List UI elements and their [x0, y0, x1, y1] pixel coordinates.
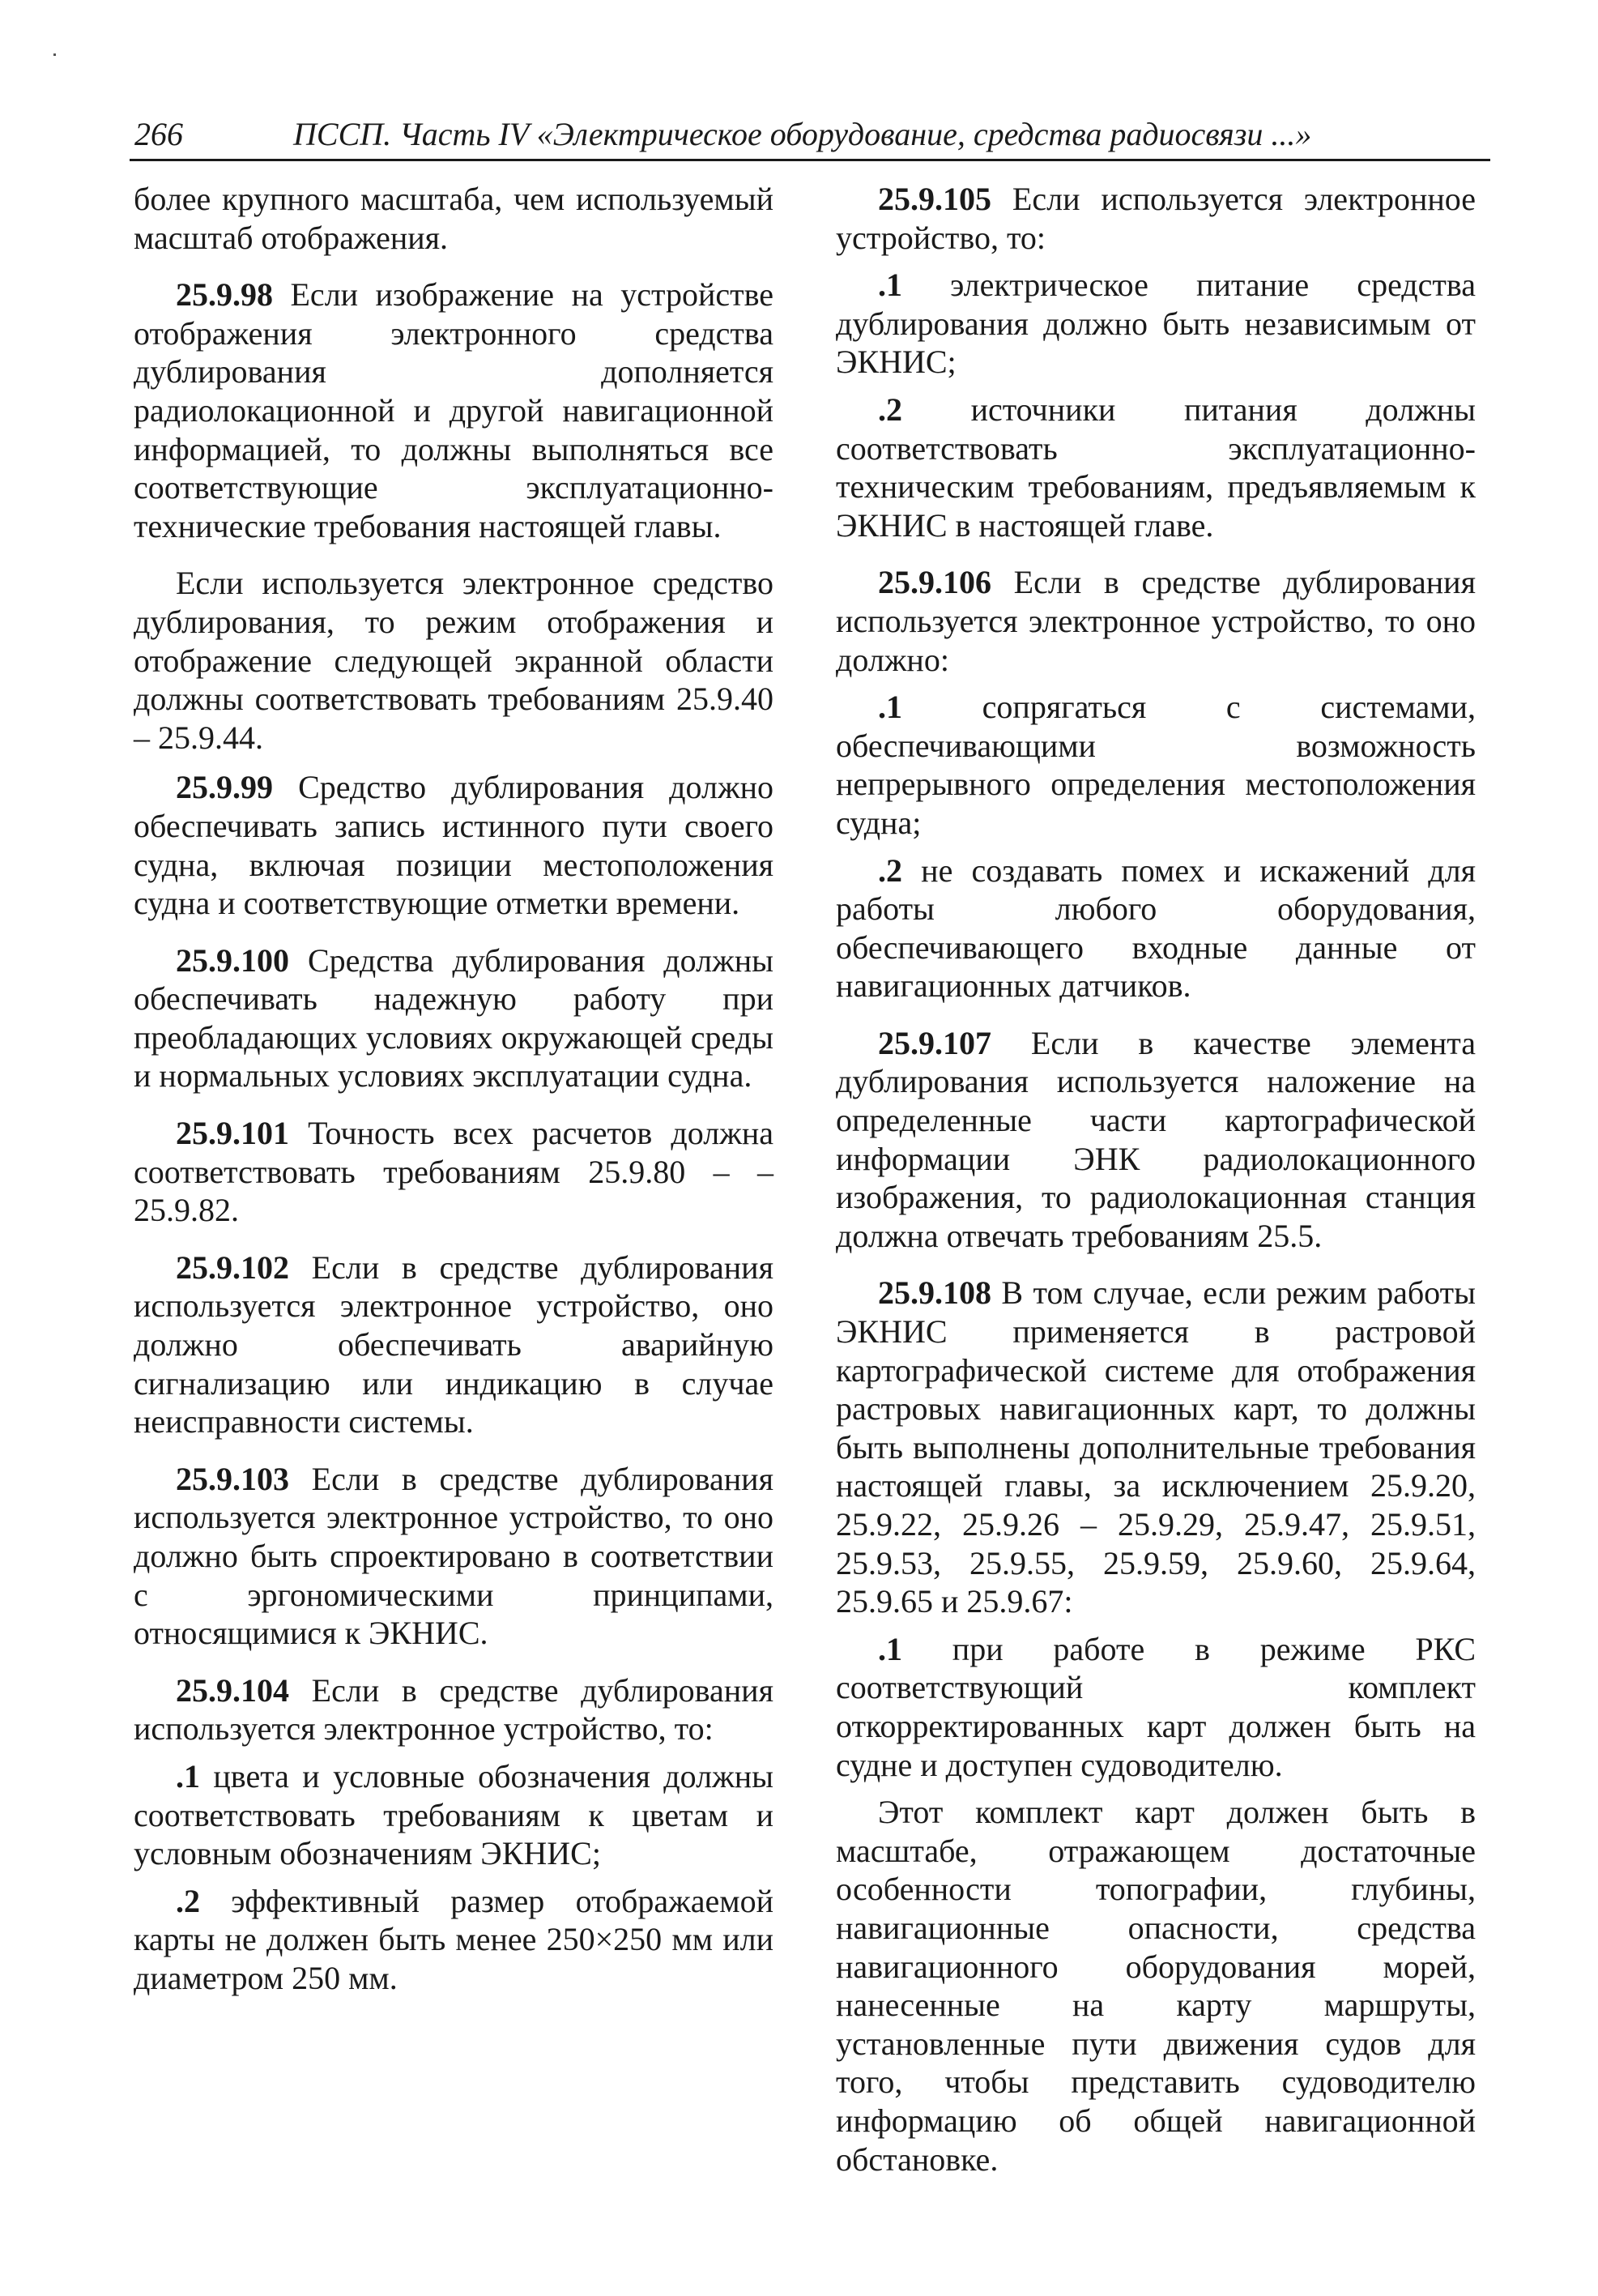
- paragraph-electronic-backup: [134, 564, 773, 757]
- clause-text: Точность всех расчетов должна соответствовать требованиям 25.9.80 – – 25.9.82.: [134, 1115, 773, 1229]
- clause-25-9-98: [134, 275, 773, 545]
- clause-text: Средства дублирования должны обеспечивать надежную работу при преобладающих условиях окружающей среды и нормальных условиях эксплуатации судна.: [134, 941, 773, 1095]
- subclause-1: [836, 1630, 1476, 1784]
- clause-number: 25.9.101: [176, 1115, 289, 1152]
- clause-25-9-102: [134, 1248, 773, 1441]
- clause-text: Если используется электронное устройство, то:: [836, 181, 1476, 256]
- subclause-number: .1: [878, 689, 902, 726]
- clause-25-9-103: [134, 1460, 773, 1653]
- subclause-2: [134, 1882, 773, 1998]
- scan-speck: [53, 53, 56, 56]
- clause-25-9-107: [836, 1024, 1476, 1256]
- subclause-number: .2: [878, 390, 902, 428]
- clause-text: Если в средстве дублирования используется электронное устройство, то:: [134, 1671, 773, 1748]
- subclause-text: цвета и условные обозначения должны соответствовать требованиям к цветам и условным обозначениям ЭКНИС;: [134, 1757, 773, 1872]
- clause-text: Если в качестве элемента дублирования используется наложение на определенные части картографической информации ЭНК радиолокационного изображения, то радиолокационная станция должна отвечать требованиям 25.5.: [836, 1024, 1476, 1254]
- clause-25-9-105: [836, 180, 1476, 257]
- subclause-text: электрическое питание средства дублирования должно быть независимым от ЭКНИС;: [836, 267, 1476, 381]
- clause-25-9-100: [134, 941, 773, 1095]
- clause-text: Если изображение на устройстве отображения электронного средства дублирования дополняется радиолокационной и другой навигационной информацией, то должны выполняться все соответствующие эксплуатационно-технические требования настоящей главы.: [134, 276, 773, 544]
- subclause-number: .2: [176, 1882, 200, 1919]
- subclause-1: [134, 1757, 773, 1873]
- clause-number: 25.9.106: [878, 564, 991, 601]
- running-title: ПССП. Часть IV «Электрическое оборудование, средства радиосвязи ...»: [293, 116, 1312, 152]
- clause-text: В том случае, если режим работы ЭКНИС применяется в растровой картографической системе для отображения растровых навигационных карт, то должны быть выполнены дополнительные требования настоящей главы, за исключением 25.9.20, 25.9.22, 25.9.26 – 25.9.29, 25.9.47, 25.9.51, 25.9.53, 25.9.55, 25.9.59, 25.9.60, 25.9.64, 25.9.65 и 25.9.67:: [836, 1274, 1476, 1620]
- subclause-2: [836, 390, 1476, 544]
- paragraph-text: более крупного масштаба, чем используемый масштаб отображения.: [134, 181, 773, 256]
- subclause-text: при работе в режиме РКС соответствующий комплект откорректированных карт должен быть на судне и доступен судоводителю.: [836, 1630, 1476, 1783]
- clause-number: 25.9.104: [176, 1671, 289, 1709]
- clause-text: Если в средстве дублирования используется электронное устройство, оно должно обеспечивать аварийную сигнализацию или индикацию в случае неисправности системы.: [134, 1248, 773, 1440]
- subclause-number: .1: [878, 267, 902, 304]
- subclause-text: эффективный размер отображаемой карты не должен быть менее 250×250 мм или диаметром 250 мм.: [134, 1882, 773, 1996]
- page-number: 266: [134, 116, 183, 152]
- right-column: [836, 180, 1476, 2197]
- subclause-1: [836, 266, 1476, 382]
- paragraph-text: Этот комплект карт должен быть в масштабе, отражающем достаточные особенности топографии, глубины, навигационные опасности, средства навигационного оборудования морей, нанесенные на карту маршруты, установленные пути движения судов для того, чтобы представить судоводителю информацию об общей навигационной обстановке.: [836, 1794, 1476, 2178]
- clause-number: 25.9.98: [176, 276, 273, 314]
- clause-25-9-106: [836, 563, 1476, 679]
- clause-number: 25.9.102: [176, 1248, 289, 1286]
- clause-25-9-104: [134, 1671, 773, 1748]
- paragraph-continuation: [134, 180, 773, 257]
- clause-25-9-108: [836, 1274, 1476, 1620]
- paragraph-chart-set: [836, 1793, 1476, 2179]
- clause-text: Если в средстве дублирования используется электронное устройство, то оно должно:: [836, 564, 1476, 678]
- clause-number: 25.9.108: [878, 1274, 991, 1312]
- paragraph-text: Если используется электронное средство дублирования, то режим отображения и отображение следующей экранной области должны соответствовать требованиям 25.9.40 – 25.9.44.: [134, 565, 773, 756]
- clause-number: 25.9.107: [878, 1024, 991, 1061]
- clause-number: 25.9.100: [176, 941, 289, 979]
- clause-25-9-99: [134, 768, 773, 922]
- page-header: [130, 113, 1490, 161]
- subclause-number: .1: [176, 1757, 200, 1795]
- clause-number: 25.9.105: [878, 181, 991, 217]
- subclause-text: не создавать помех и искажений для работы любого оборудования, обеспечивающего входные данные от навигационных датчиков.: [836, 851, 1476, 1005]
- subclause-1: [836, 688, 1476, 842]
- subclause-text: сопрягаться с системами, обеспечивающими возможность непрерывного определения местоположения судна;: [836, 689, 1476, 841]
- left-column: [134, 180, 773, 2016]
- subclause-number: .1: [878, 1630, 902, 1667]
- clause-text: Если в средстве дублирования используется электронное устройство, то оно должно быть спроектировано в соответствии с эргономическими принципами, относящимися к ЭКНИС.: [134, 1460, 773, 1652]
- subclause-2: [836, 851, 1476, 1005]
- clause-number: 25.9.99: [176, 769, 273, 806]
- clause-number: 25.9.103: [176, 1460, 289, 1497]
- clause-text: Средство дублирования должно обеспечивать запись истинного пути своего судна, включая позиции местоположения судна и соответствующие отметки времени.: [134, 769, 773, 922]
- subclause-number: .2: [878, 851, 902, 889]
- clause-25-9-101: [134, 1114, 773, 1230]
- subclause-text: источники питания должны соответствовать эксплуатационно-техническим требованиям, предъявляемым к ЭКНИС в настоящей главе.: [836, 390, 1476, 544]
